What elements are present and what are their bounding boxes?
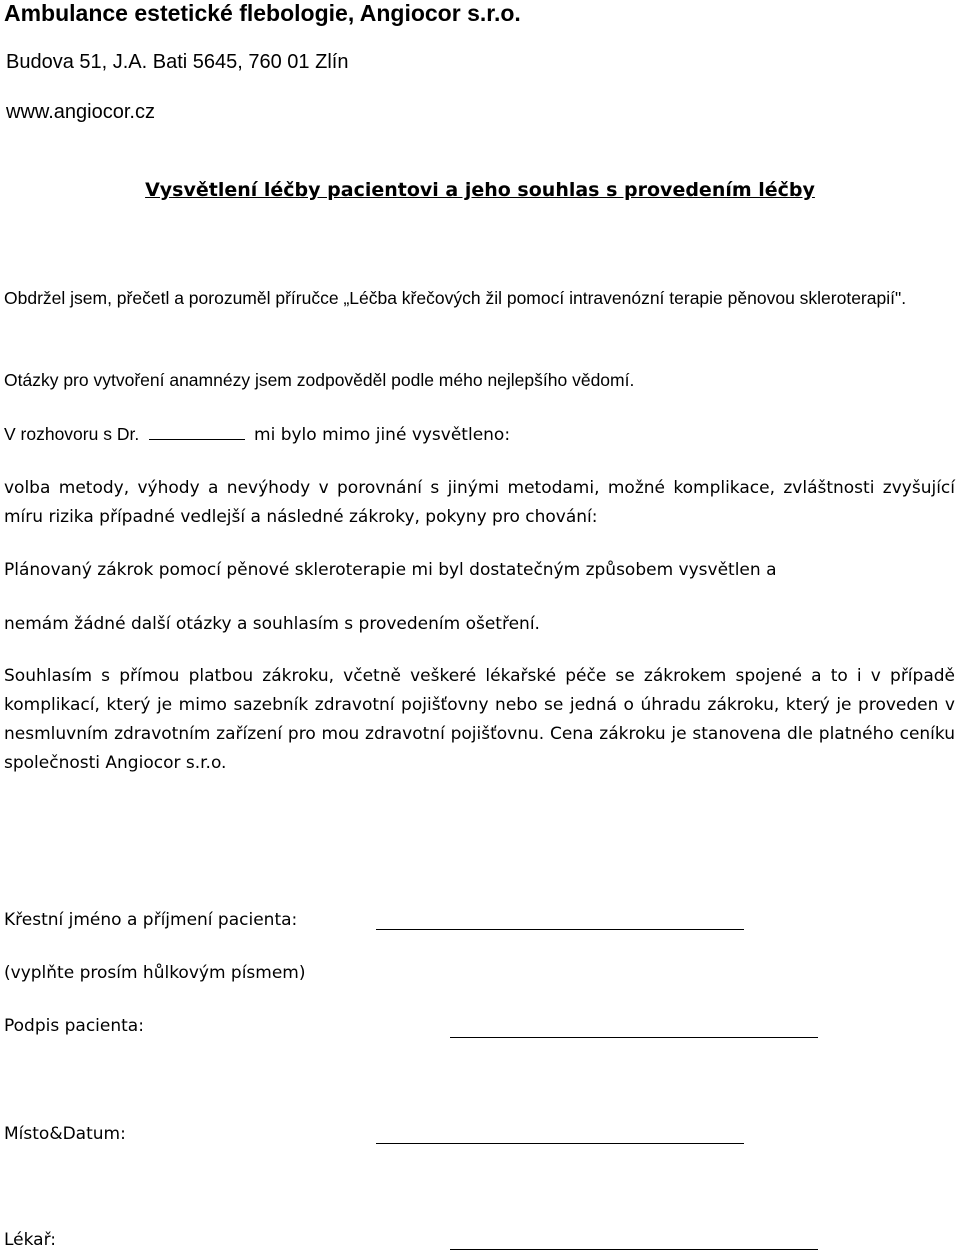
patient-name-hint: (vyplňte prosím hůlkovým písmem): [4, 963, 306, 983]
doctor-signature-line[interactable]: [450, 1249, 818, 1250]
paragraph-doctor-talk: [4, 420, 510, 450]
doctor-label: Lékař:: [4, 1230, 57, 1250]
clinic-website: www.angiocor.cz: [6, 101, 155, 123]
document-title: Vysvětlení léčby pacientovi a jeho souhlas s provedením léčby: [145, 179, 815, 201]
place-date-line[interactable]: [376, 1143, 744, 1144]
doctor-name-blank[interactable]: [149, 423, 245, 440]
patient-signature-line[interactable]: [450, 1037, 818, 1038]
doctor-talk-prefix: V rozhovoru s Dr.: [4, 424, 140, 444]
patient-signature-label: Podpis pacienta:: [4, 1016, 144, 1036]
patient-name-label: Křestní jméno a příjmení pacienta:: [4, 910, 298, 930]
paragraph-procedure-explained: Plánovaný zákrok pomocí pěnové skleroterapie mi byl dostatečným způsobem vysvětlen a: [4, 560, 777, 580]
place-date-label: Místo&Datum:: [4, 1124, 126, 1144]
doctor-talk-suffix: mi bylo mimo jiné vysvětleno:: [254, 425, 511, 445]
paragraph-consent: nemám žádné další otázky a souhlasím s provedením ošetření.: [4, 614, 540, 634]
paragraph-payment-consent: Souhlasím s přímou platbou zákroku, včetně veškeré lékařské péče se zákrokem spojené a to i v případě komplikací, který je mimo sazebník zdravotní pojišťovny nebo se jedná o úhradu zákroku, který je proveden v nesmluvním zdravotním zařízení pro mou zdravotní pojišťovnu. Cena zákroku je stanovena dle platného ceníku společnosti Angiocor s.r.o.: [4, 666, 955, 773]
patient-name-line[interactable]: [376, 929, 744, 930]
paragraph-explained-items: volba metody, výhody a nevýhody v porovnání s jinými metodami, možné komplikace, zvláštnosti zvyšující míru rizika případné vedlejší a následné zákroky, pokyny pro chování:: [4, 478, 955, 527]
paragraph-anamnesis: Otázky pro vytvoření anamnézy jsem zodpověděl podle mého nejlepšího vědomí.: [4, 370, 635, 390]
clinic-address: Budova 51, J.A. Bati 5645, 760 01 Zlín: [6, 51, 349, 73]
clinic-name: Ambulance estetické flebologie, Angiocor s.r.o.: [4, 0, 521, 26]
paragraph-handbook: Obdržel jsem, přečetl a porozuměl příručce „Léčba křečových žil pomocí intravenózní terapie pěnovou skleroterapií".: [4, 288, 907, 308]
